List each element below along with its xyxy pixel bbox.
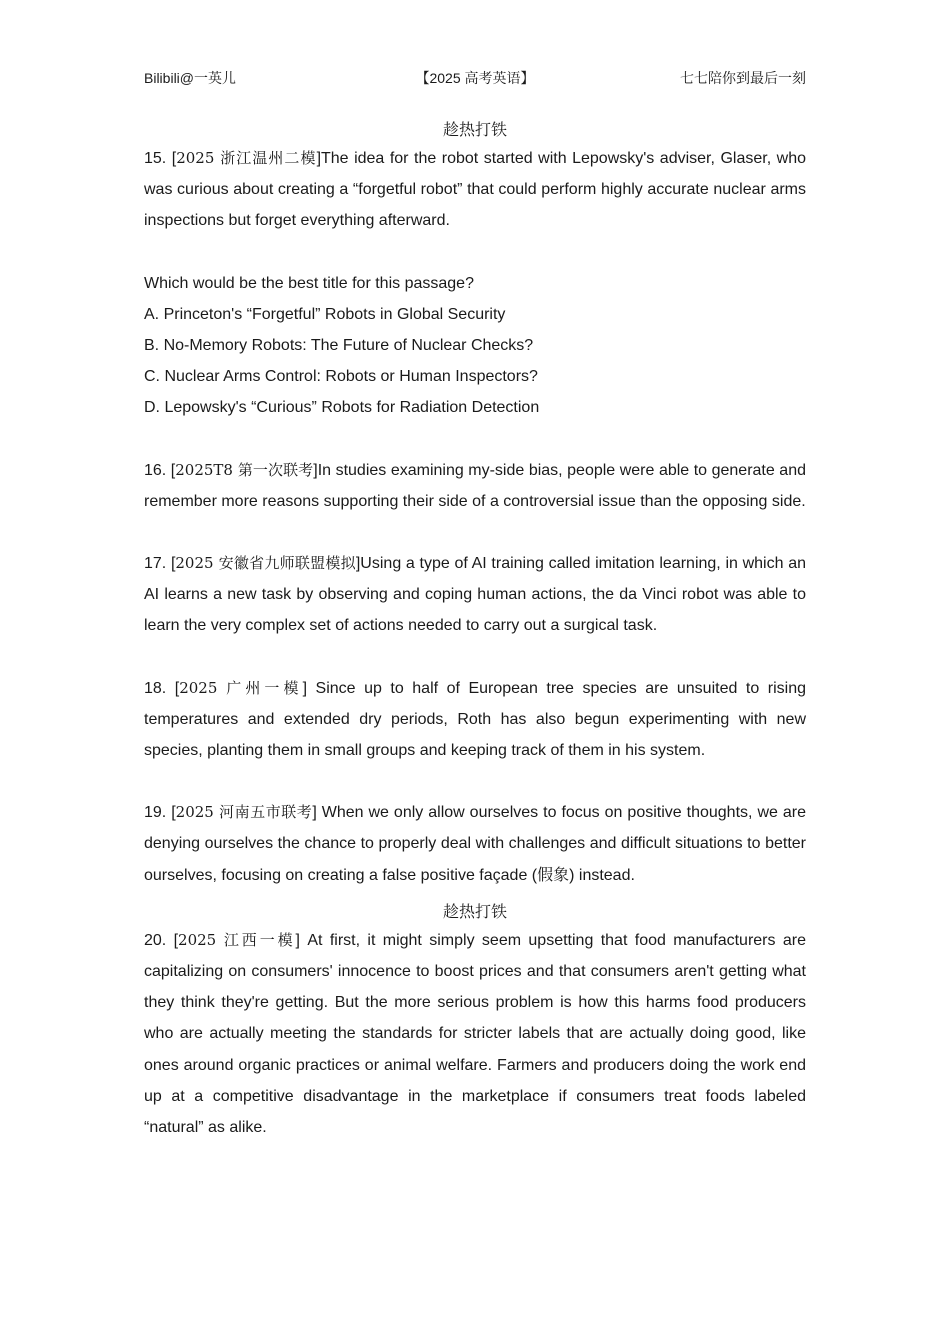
header-right: 七七陪你到最后一刻 bbox=[680, 70, 806, 86]
question-18 bbox=[144, 673, 806, 767]
question-15 bbox=[144, 143, 806, 237]
header-center: 【2025 高考英语】 bbox=[415, 70, 535, 86]
question-text: ]In studies examining my-side bias, people were able to generate and remember more reasons supporting their side of a controversial issue than the opposing side. bbox=[144, 461, 806, 510]
question-source: 2025 河南五市联考 bbox=[175, 803, 313, 822]
header-left: Bilibili@一英儿 bbox=[144, 70, 236, 86]
question-source: 2025 安徽省九师联盟模拟 bbox=[175, 554, 356, 573]
section-title: 趁热打铁 bbox=[442, 120, 507, 139]
question-source: 2025 广州一模 bbox=[179, 678, 303, 697]
question-text: ] At first, it might simply seem upsetting that food manufacturers are capitalizing on consumers' innocence to boost prices and that consumers aren't getting what they think they're getting. But the more serious problem is how this harms food producers who are actually meeting the standards for stricter labels that are actually doing good, like ones around organic practices or animal welfare. Farmers and producers doing the work end up at a competitive disadvantage in the marketplace if consumers treat foods labeled “natural” as alike. bbox=[144, 931, 806, 1137]
spacer bbox=[144, 642, 806, 673]
spacer bbox=[144, 766, 806, 797]
question-text: ]The idea for the robot started with Lepowsky's adviser, Glaser, who was curious about creating a “forgetful robot” that could perform highly accurate nuclear arms inspections but forget everything afterward. bbox=[144, 150, 806, 230]
option-a: A. Princeton's “Forgetful” Robots in Global Security bbox=[144, 305, 506, 323]
question-17 bbox=[144, 548, 806, 642]
question-text: ] When we only allow ourselves to focus on positive thoughts, we are denying ourselves the chance to properly deal with challenges and difficult situations to better ourselves, focusing on creating a false positive façade (假象) instead. bbox=[144, 804, 806, 884]
question-source: 2025 江西一模 bbox=[178, 930, 296, 949]
question-number: 20. [ bbox=[144, 931, 179, 949]
question-text: ]Using a type of AI training called imitation learning, in which an AI learns a new task by observing and coping human actions, the da Vinci robot was able to learn the very complex set of actions needed to carry out a surgical task. bbox=[144, 555, 806, 635]
option-b: B. No-Memory Robots: The Future of Nuclear Checks? bbox=[144, 337, 534, 355]
question-16 bbox=[144, 455, 806, 517]
question-19 bbox=[144, 797, 806, 891]
question-20 bbox=[144, 925, 806, 1143]
question-number: 19. [ bbox=[144, 804, 176, 822]
spacer bbox=[144, 517, 806, 548]
question-number: 17. [ bbox=[144, 555, 176, 573]
spacer bbox=[144, 237, 806, 268]
question-prompt: Which would be the best title for this passage? bbox=[144, 274, 474, 292]
question-number: 16. [ bbox=[144, 461, 176, 479]
question-number: 18. [ bbox=[144, 679, 180, 697]
question-text: ] Since up to half of European tree species are unsuited to rising temperatures and extended dry periods, Roth has also begun experimenting with new species, planting them in small groups and keeping track of them in his system. bbox=[144, 679, 806, 760]
page-content bbox=[144, 117, 806, 1143]
page-header bbox=[144, 68, 806, 88]
question-source: 2025 浙江温州二模 bbox=[176, 149, 317, 167]
spacer bbox=[144, 424, 806, 455]
section-title: 趁热打铁 bbox=[442, 901, 507, 921]
question-number: 15. [ bbox=[144, 150, 177, 167]
option-c: C. Nuclear Arms Control: Robots or Human Inspectors? bbox=[144, 368, 538, 386]
question-source: 2025T8 第一次联考 bbox=[175, 460, 314, 479]
option-d: D. Lepowsky's “Curious” Robots for Radiation Detection bbox=[144, 399, 540, 417]
